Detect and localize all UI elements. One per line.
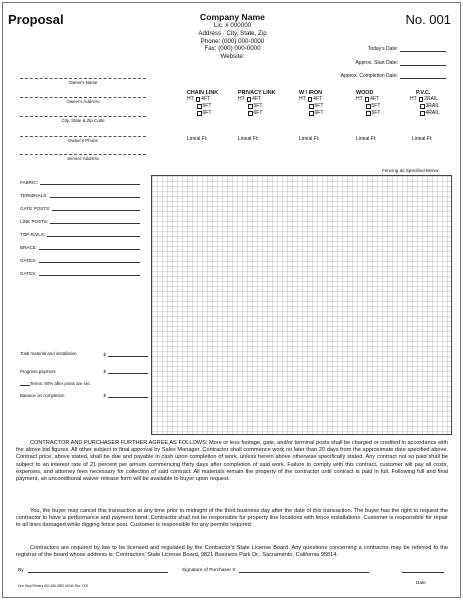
fence-type-privacy-link: PRIVACY LINK HT 4FT 5FT 6FT: [238, 90, 276, 116]
company-license: Lic. # 000000: [213, 22, 252, 29]
materials-list: [20, 180, 145, 290]
payment-balance[interactable]: Balance on completion $: [20, 393, 148, 398]
owner-address-field[interactable]: Owner's Address: [20, 97, 146, 104]
start-date-field[interactable]: Approx. Start Date:: [355, 60, 446, 66]
payment-terms[interactable]: Terms: 50% after posts are set.: [20, 381, 148, 386]
material-row-fabric[interactable]: FABRIC:: [20, 180, 140, 185]
terms-paragraph-3: Contractors are required by law to be licensed and regulated by the Contractor's State License Board. Any questions concerning a contractor may be referred to the registrar of the board whose address is: Contractors' State License Board, 9821 Business Park Dr., Sacramento, California 95814.: [16, 545, 448, 559]
material-row-gates-2[interactable]: GATES:: [20, 271, 140, 276]
lineal-ft-wrought-iron[interactable]: Lineal Ft:: [299, 136, 320, 142]
drawing-grid[interactable]: [151, 175, 452, 435]
fence-type-pvc: P.V.C. HT 2RAIL 3RAIL 4RAIL: [410, 90, 440, 116]
company-website: Website:: [220, 53, 245, 61]
fence-type-chain-link: CHAIN LINK HT 4FT 5FT 6FT: [187, 90, 219, 116]
lineal-ft-privacy-link[interactable]: Lineal Ft:: [238, 136, 259, 142]
fence-type-section: [0, 90, 463, 160]
payment-progress[interactable]: Progress payment $: [20, 369, 148, 374]
terms-paragraph-1: CONTRACTOR AND PURCHASER FURTHER AGREE AS FOLLOWS: More or less footage, gate, and/or terminal posts shall be charged or credited in accordance with the above bid figures. All other subject to final approval by Sales Manager. Contractor shall commence work no later than 20 days from the approximate date specified above. Contract price, above stated, shall be due and payable in cash upon completion of work, unless herein above otherwise specifically stated. Any contract not so paid shall be subject to an interest rate of 21 percent per annum commencing thirty days after completion of said work. Failure to comply with this contract, customer will pay all costs, expenses, and attorney fees necessary for collection of said contract. All materials remain the property of the contractor until contract is paid in full. Following full and final payment, an unconditional waiver release form will be available to buyer upon request.: [16, 440, 448, 483]
todays-date-field[interactable]: Today's Date:: [368, 46, 446, 52]
fencing-specified-label: Fencing as Specified Below:: [382, 168, 440, 173]
material-row-brace[interactable]: BRACE:: [20, 245, 140, 250]
company-name: Company Name: [200, 12, 265, 22]
payment-total[interactable]: Total material and installation $: [20, 351, 148, 357]
material-row-gates[interactable]: GATES:: [20, 258, 140, 263]
owner-phone-field[interactable]: Owner's Phone: [20, 136, 146, 143]
lineal-ft-wood[interactable]: Lineal Ft:: [356, 136, 377, 142]
owner-name-field[interactable]: Owner's Name: [20, 78, 146, 85]
lineal-ft-pvc[interactable]: Lineal Ft:: [412, 136, 433, 142]
checkbox[interactable]: [247, 97, 252, 102]
checkbox[interactable]: [420, 111, 425, 116]
terms-paragraph-2: You, the buyer may cancel this transaction at any time prior to midnight of the third business day after the date of this transaction. The buyer has the right to request the contractor to have a performance and payment bond. Contractor shall not be responsible for property line locations with fence installations. Customer is responsible for repair to all lines damaged while digging fence post. Customer is responsible for any permits required.: [16, 508, 448, 529]
material-row-line-posts[interactable]: LINE POSTS:: [20, 219, 140, 224]
service-address-field[interactable]: Service Address: [20, 154, 146, 161]
checkbox[interactable]: [309, 111, 314, 116]
checkbox[interactable]: [420, 104, 425, 109]
fence-type-wood: WOOD HT 4FT 5FT 6FT: [356, 90, 381, 116]
checkbox[interactable]: [196, 97, 201, 102]
checkbox[interactable]: [419, 97, 424, 102]
checkbox[interactable]: [309, 104, 314, 109]
company-address: Address · City, State, Zip: [198, 29, 267, 37]
company-phone: Phone: (000) 000-0000: [200, 37, 265, 45]
checkbox[interactable]: [365, 97, 370, 102]
material-row-terminals[interactable]: TERMINALS:: [20, 193, 140, 198]
printer-credit: One Stop Printers 800-496-0992 #1040 Rev. 7/00: [18, 584, 89, 588]
checkbox[interactable]: [366, 104, 371, 109]
fence-type-wrought-iron: W / IRON HT 4FT 5FT 6FT: [299, 90, 324, 116]
material-row-gate-posts[interactable]: GATE POSTS:: [20, 206, 140, 211]
lineal-ft-chain-link[interactable]: Lineal Ft:: [187, 136, 208, 142]
date-label: Date: [416, 580, 426, 585]
city-state-zip-field[interactable]: City, State & Zip Code: [20, 116, 146, 123]
checkbox[interactable]: [248, 104, 253, 109]
material-row-top-rails[interactable]: TOP RAILS:: [20, 232, 140, 237]
checkbox[interactable]: [197, 111, 202, 116]
checkbox[interactable]: [366, 111, 371, 116]
company-fax: Fax: (000) 000-0000: [204, 45, 261, 53]
purchaser-signature-field[interactable]: Signature of Purchaser X: [182, 568, 369, 573]
company-block: [150, 12, 315, 61]
proposal-number: No. 001: [405, 12, 451, 27]
checkbox[interactable]: [308, 97, 313, 102]
checkbox[interactable]: [197, 104, 202, 109]
date-signature-field[interactable]: [402, 568, 444, 573]
completion-date-field[interactable]: Approx. Completion Date:: [341, 73, 446, 79]
document-title: Proposal: [8, 12, 64, 27]
checkbox[interactable]: [248, 111, 253, 116]
contractor-signature-field[interactable]: By: [18, 568, 168, 573]
